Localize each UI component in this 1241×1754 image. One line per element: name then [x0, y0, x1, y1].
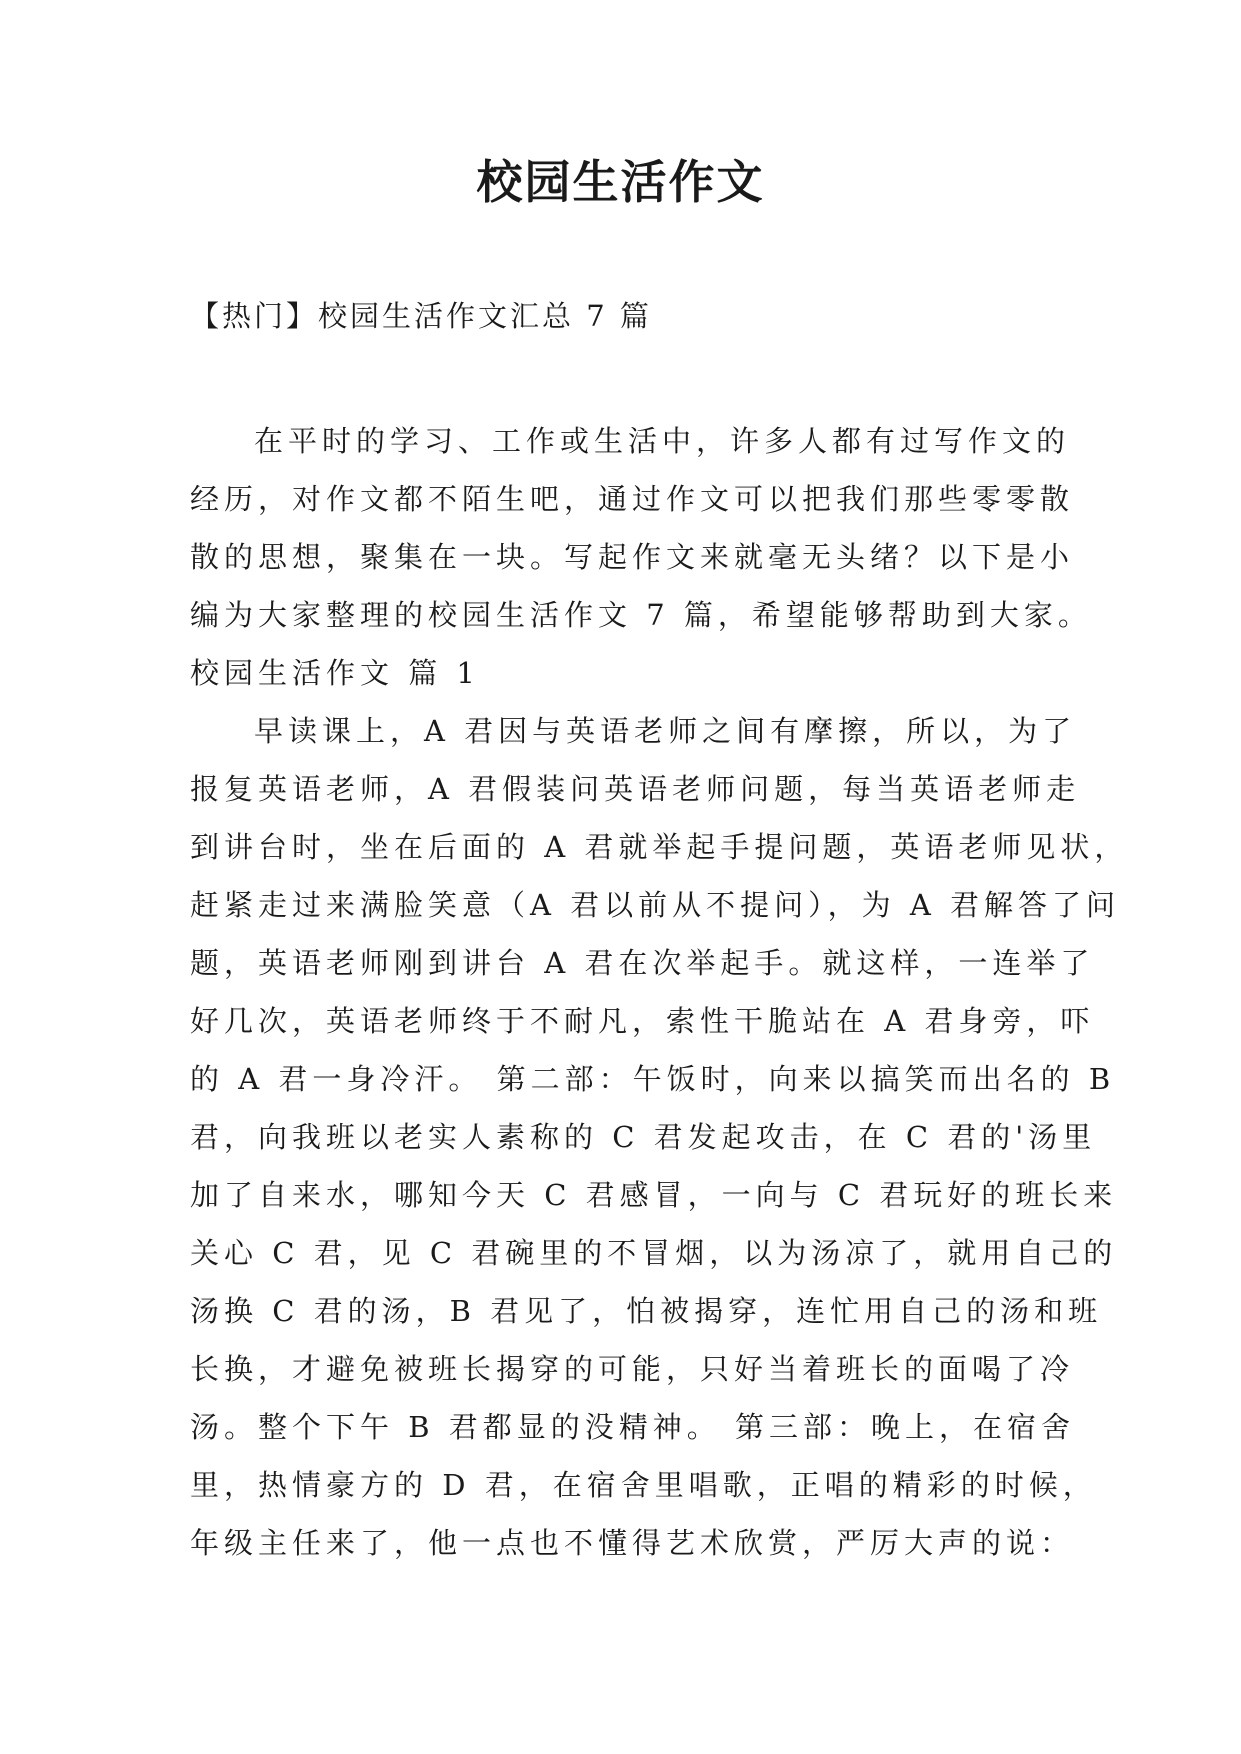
text-line: 长换，才避免被班长揭穿的可能，只好当着班长的面喝了冷: [190, 1352, 1075, 1386]
text-line: 汤。整个下午 B 君都显的没精神。 第三部：晚上，在宿舍: [190, 1410, 1075, 1444]
text-line: 关心 C 君，见 C 君碗里的不冒烟，以为汤凉了，就用自己的: [190, 1236, 1118, 1270]
text-line: 赶紧走过来满脸笑意（A 君以前从不提问），为 A 君解答了问: [190, 888, 1121, 922]
text-line: 散的思想，聚集在一块。写起作文来就毫无头绪？以下是小: [190, 540, 1075, 574]
document-subtitle: 【热门】校园生活作文汇总 7 篇: [190, 299, 652, 333]
text-line: 好几次，英语老师终于不耐凡，索性干脆站在 A 君身旁，吓: [190, 1004, 1095, 1038]
text-line: 经历，对作文都不陌生吧，通过作文可以把我们那些零零散: [190, 482, 1075, 516]
text-line: 在平时的学习、工作或生活中，许多人都有过写作文的: [254, 424, 1071, 458]
text-line: 汤换 C 君的汤，B 君见了，怕被揭穿，连忙用自己的汤和班: [190, 1294, 1103, 1328]
text-line: 报复英语老师，A 君假装问英语老师问题，每当英语老师走: [190, 772, 1081, 806]
text-line: 早读课上，A 君因与英语老师之间有摩擦，所以，为了: [254, 714, 1077, 748]
text-line: 加了自来水，哪知今天 C 君感冒，一向与 C 君玩好的班长来: [190, 1178, 1118, 1212]
text-line: 的 A 君一身冷汗。 第二部：午饭时，向来以搞笑而出名的 B: [190, 1062, 1116, 1096]
text-line: 题，英语老师刚到讲台 A 君在次举起手。就这样，一连举了: [190, 946, 1095, 980]
text-line: 里，热情豪方的 D 君，在宿舍里唱歌，正唱的精彩的时候，: [190, 1468, 1097, 1502]
section-heading: 校园生活作文 篇 1: [190, 656, 480, 690]
document-title: 校园生活作文: [476, 155, 765, 209]
text-line: 编为大家整理的校园生活作文 7 篇，希望能够帮助到大家。: [190, 598, 1092, 632]
text-line: 君，向我班以老实人素称的 C 君发起攻击，在 C 君的'汤里: [190, 1120, 1097, 1154]
text-line: 到讲台时，坐在后面的 A 君就举起手提问题，英语老师见状，: [190, 830, 1129, 864]
text-line: 年级主任来了，他一点也不懂得艺术欣赏，严厉大声的说：: [190, 1526, 1075, 1560]
document-body: [190, 412, 1129, 1572]
